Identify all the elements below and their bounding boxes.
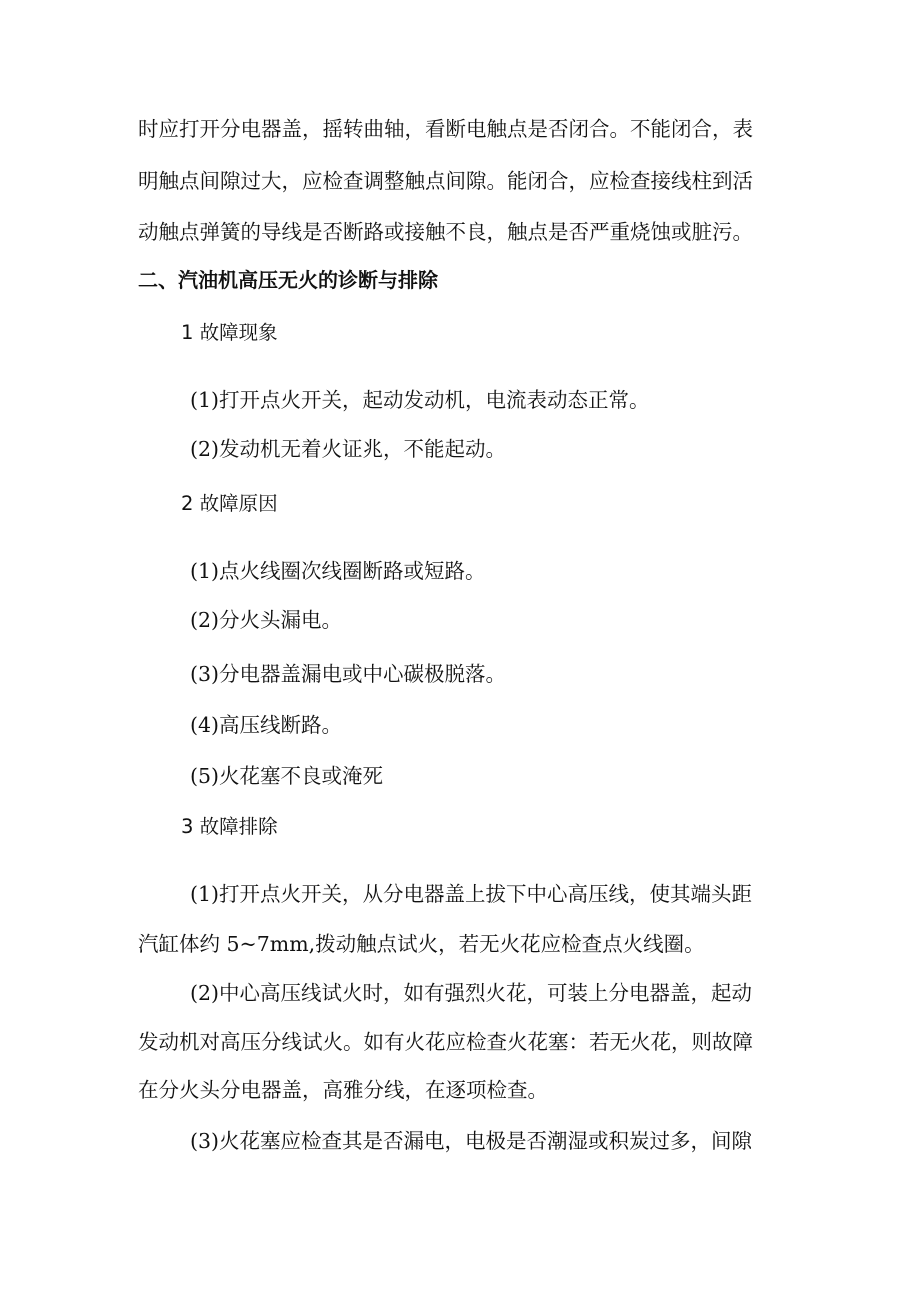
cause-item-5: (5)火花塞不良或淹死 xyxy=(190,764,384,788)
removal-step2-line-1: (2)中心高压线试火时，如有强烈火花，可装上分电器盖，起动 xyxy=(190,981,753,1005)
section-heading: 二、汽油机高压无火的诊断与排除 xyxy=(138,268,438,292)
cause-item-4: (4)高压线断路。 xyxy=(190,713,343,737)
removal-step3-line-1: (3)火花塞应检查其是否漏电，电极是否潮湿或积炭过多，间隙 xyxy=(190,1129,753,1153)
symptom-item-2: (2)发动机无着火证兆，不能起动。 xyxy=(190,437,507,461)
intro-line-3: 动触点弹簧的导线是否断路或接触不良，触点是否严重烧蚀或脏污。 xyxy=(138,220,753,244)
removal-step2-line-2: 发动机对高压分线试火。如有火花应检查火花塞：若无火花，则故障 xyxy=(138,1030,753,1054)
cause-item-3: (3)分电器盖漏电或中心碳极脱落。 xyxy=(190,662,507,686)
cause-item-2: (2)分火头漏电。 xyxy=(190,608,343,632)
intro-line-1: 时应打开分电器盖，摇转曲轴，看断电触点是否闭合。不能闭合，表 xyxy=(138,117,753,141)
intro-line-2: 明触点间隙过大，应检查调整触点间隙。能闭合，应检查接线柱到活 xyxy=(138,169,753,193)
cause-item-1: (1)点火线圈次线圈断路或短路。 xyxy=(190,559,486,583)
fault-symptoms-title: 1 故障现象 xyxy=(181,321,278,344)
removal-step1-line-2: 汽缸体约 5~7mm,拨动触点试火，若无火花应检查点火线圈。 xyxy=(138,932,705,956)
removal-step1-line-1: (1)打开点火开关，从分电器盖上拔下中心高压线，使其端头距 xyxy=(190,882,753,906)
fault-causes-title: 2 故障原因 xyxy=(181,492,278,515)
removal-step2-line-3: 在分火头分电器盖，高雅分线，在逐项检查。 xyxy=(138,1078,548,1102)
fault-removal-title: 3 故障排除 xyxy=(181,815,278,838)
symptom-item-1: (1)打开点火开关，起动发动机，电流表动态正常。 xyxy=(190,388,650,412)
